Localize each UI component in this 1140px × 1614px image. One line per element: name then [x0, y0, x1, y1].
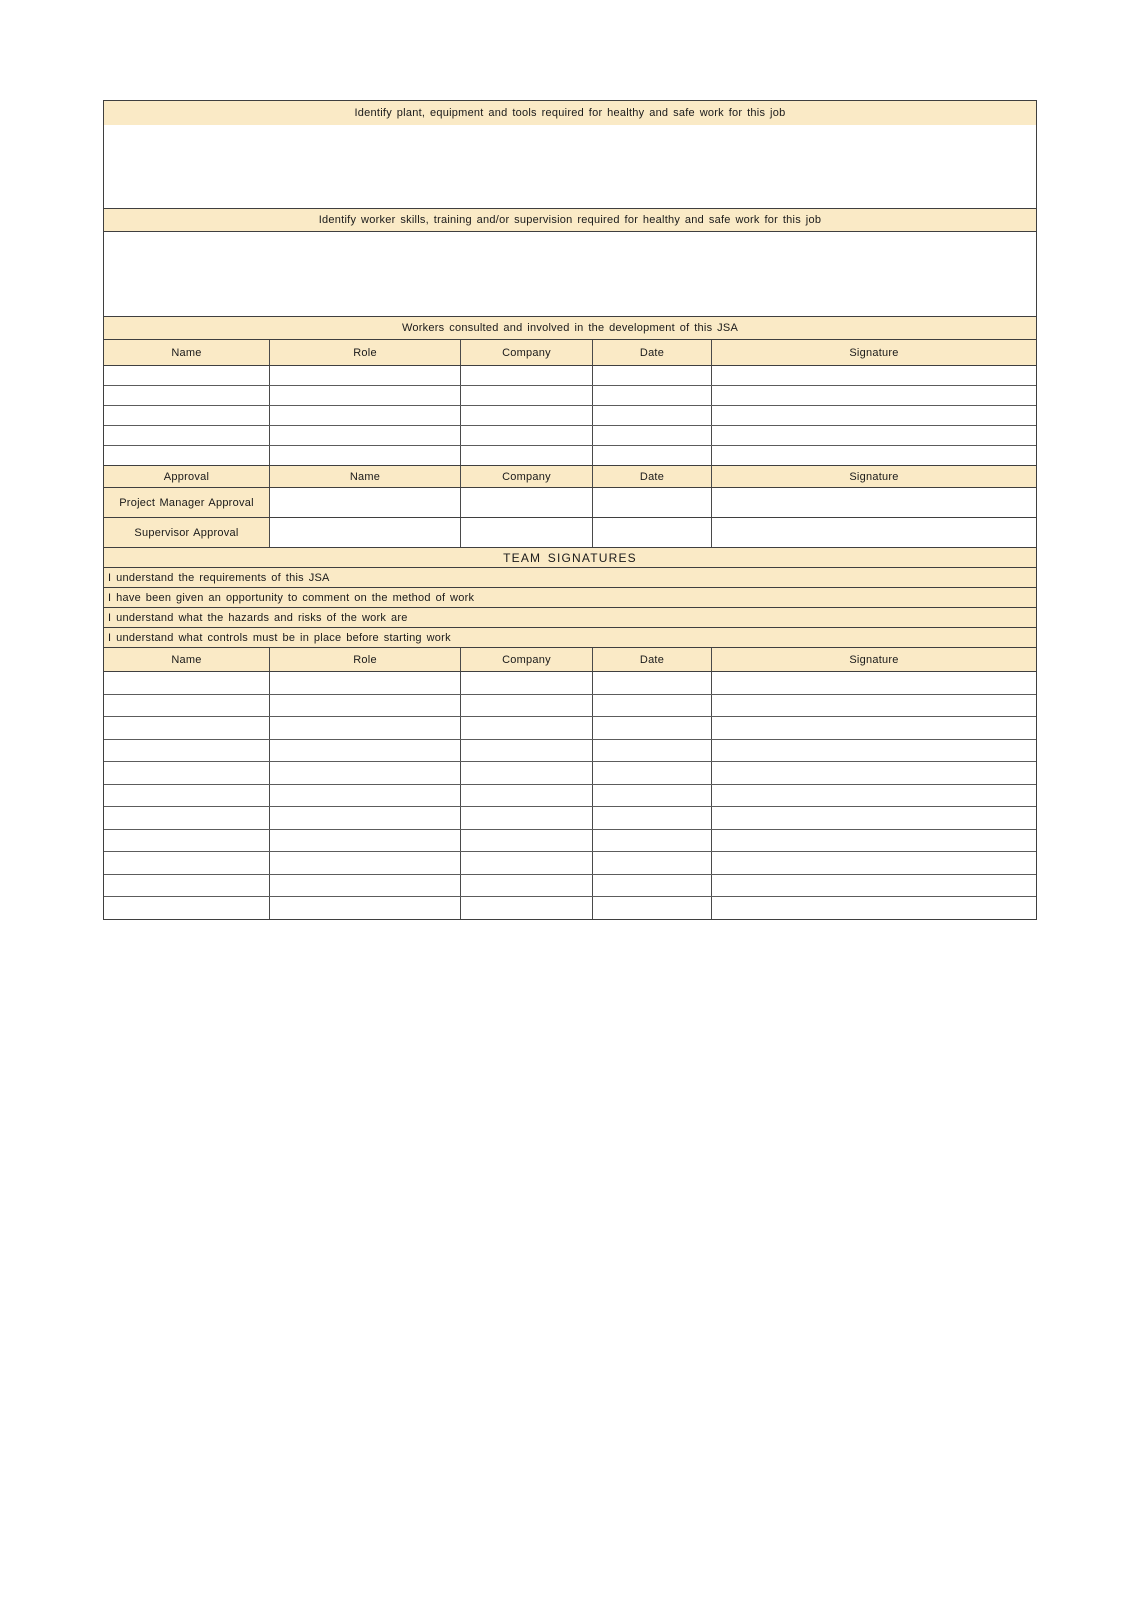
- empty-cell: [269, 785, 460, 807]
- empty-cell: [592, 785, 711, 807]
- empty-cell: [460, 672, 592, 694]
- table-row: [104, 784, 1036, 807]
- empty-cell: [711, 717, 1036, 739]
- supervisor-signature-cell: [711, 518, 1036, 547]
- table-row: [104, 851, 1036, 874]
- table-row: [104, 425, 1036, 445]
- empty-cell: [104, 785, 269, 807]
- empty-cell: [592, 897, 711, 919]
- table-row: [104, 739, 1036, 762]
- empty-cell: [269, 695, 460, 717]
- approval-col-date: Date: [592, 466, 711, 487]
- project-manager-company-cell: [460, 488, 592, 517]
- approval-table-header-row: [104, 465, 1036, 487]
- empty-cell: [104, 695, 269, 717]
- team-col-date: Date: [592, 648, 711, 671]
- empty-cell: [269, 386, 460, 405]
- empty-cell: [269, 897, 460, 919]
- empty-cell: [460, 740, 592, 762]
- empty-cell: [592, 875, 711, 897]
- project-manager-approval-label: Project Manager Approval: [104, 488, 269, 517]
- team-table-header-row: [104, 647, 1036, 671]
- empty-cell: [460, 386, 592, 405]
- empty-cell: [592, 446, 711, 465]
- empty-cell: [592, 406, 711, 425]
- empty-cell: [104, 740, 269, 762]
- table-row: [104, 806, 1036, 829]
- team-statement-opportunity: I have been given an opportunity to comment on the method of work: [104, 587, 1036, 607]
- empty-cell: [269, 406, 460, 425]
- table-row: [104, 896, 1036, 919]
- approval-row-project-manager: [104, 487, 1036, 517]
- team-col-signature: Signature: [711, 648, 1036, 671]
- empty-cell: [460, 875, 592, 897]
- approval-col-signature: Signature: [711, 466, 1036, 487]
- empty-cell: [711, 426, 1036, 445]
- empty-cell: [104, 717, 269, 739]
- empty-cell: [592, 762, 711, 784]
- table-row: [104, 385, 1036, 405]
- table-row: [104, 716, 1036, 739]
- approval-col-company: Company: [460, 466, 592, 487]
- team-col-name: Name: [104, 648, 269, 671]
- team-statement-controls: I understand what controls must be in place before starting work: [104, 627, 1036, 647]
- table-row: [104, 761, 1036, 784]
- empty-cell: [104, 406, 269, 425]
- empty-cell: [711, 807, 1036, 829]
- empty-cell: [592, 695, 711, 717]
- workers-col-signature: Signature: [711, 340, 1036, 365]
- empty-cell: [269, 852, 460, 874]
- empty-cell: [592, 852, 711, 874]
- empty-cell: [104, 426, 269, 445]
- supervisor-name-cell: [269, 518, 460, 547]
- empty-cell: [460, 695, 592, 717]
- empty-cell: [711, 830, 1036, 852]
- empty-cell: [269, 807, 460, 829]
- table-row: [104, 671, 1036, 694]
- empty-cell: [460, 897, 592, 919]
- project-manager-date-cell: [592, 488, 711, 517]
- empty-cell: [460, 852, 592, 874]
- empty-cell: [104, 672, 269, 694]
- empty-cell: [460, 717, 592, 739]
- empty-cell: [104, 807, 269, 829]
- supervisor-date-cell: [592, 518, 711, 547]
- empty-cell: [269, 446, 460, 465]
- empty-cell: [460, 366, 592, 385]
- empty-cell: [269, 830, 460, 852]
- approval-col-name: Name: [269, 466, 460, 487]
- empty-cell: [592, 366, 711, 385]
- approval-row-supervisor: [104, 517, 1036, 547]
- empty-cell: [269, 426, 460, 445]
- empty-cell: [269, 762, 460, 784]
- empty-cell: [104, 386, 269, 405]
- empty-cell: [269, 875, 460, 897]
- empty-cell: [460, 785, 592, 807]
- empty-cell: [711, 785, 1036, 807]
- table-row: [104, 874, 1036, 897]
- team-signatures-header: TEAM SIGNATURES: [104, 547, 1036, 567]
- plant-equipment-blank-area: [104, 125, 1036, 208]
- empty-cell: [269, 366, 460, 385]
- empty-cell: [711, 740, 1036, 762]
- table-row: [104, 829, 1036, 852]
- empty-cell: [592, 672, 711, 694]
- empty-cell: [104, 762, 269, 784]
- jsa-form: [103, 100, 1037, 920]
- worker-skills-blank-area: [104, 231, 1036, 316]
- empty-cell: [460, 446, 592, 465]
- empty-cell: [269, 717, 460, 739]
- empty-cell: [711, 897, 1036, 919]
- team-table-body: [104, 671, 1036, 919]
- empty-cell: [104, 446, 269, 465]
- empty-cell: [460, 807, 592, 829]
- empty-cell: [592, 807, 711, 829]
- empty-cell: [104, 875, 269, 897]
- empty-cell: [592, 740, 711, 762]
- empty-cell: [711, 366, 1036, 385]
- project-manager-name-cell: [269, 488, 460, 517]
- empty-cell: [104, 897, 269, 919]
- empty-cell: [460, 830, 592, 852]
- empty-cell: [711, 695, 1036, 717]
- table-row: [104, 445, 1036, 465]
- team-col-company: Company: [460, 648, 592, 671]
- empty-cell: [592, 717, 711, 739]
- workers-col-date: Date: [592, 340, 711, 365]
- empty-cell: [269, 740, 460, 762]
- empty-cell: [711, 672, 1036, 694]
- empty-cell: [711, 386, 1036, 405]
- empty-cell: [592, 830, 711, 852]
- workers-col-company: Company: [460, 340, 592, 365]
- empty-cell: [104, 830, 269, 852]
- empty-cell: [711, 762, 1036, 784]
- table-row: [104, 694, 1036, 717]
- table-row: [104, 365, 1036, 385]
- empty-cell: [711, 875, 1036, 897]
- workers-table-body: [104, 365, 1036, 465]
- empty-cell: [592, 426, 711, 445]
- workers-col-role: Role: [269, 340, 460, 365]
- empty-cell: [592, 386, 711, 405]
- section-header-workers-consulted: Workers consulted and involved in the development of this JSA: [104, 316, 1036, 339]
- table-row: [104, 405, 1036, 425]
- supervisor-approval-label: Supervisor Approval: [104, 518, 269, 547]
- empty-cell: [460, 762, 592, 784]
- empty-cell: [104, 852, 269, 874]
- empty-cell: [104, 366, 269, 385]
- workers-col-name: Name: [104, 340, 269, 365]
- empty-cell: [460, 406, 592, 425]
- empty-cell: [711, 852, 1036, 874]
- workers-table-header-row: [104, 339, 1036, 365]
- empty-cell: [711, 446, 1036, 465]
- project-manager-signature-cell: [711, 488, 1036, 517]
- empty-cell: [711, 406, 1036, 425]
- supervisor-company-cell: [460, 518, 592, 547]
- empty-cell: [269, 672, 460, 694]
- section-header-plant-equipment: Identify plant, equipment and tools required for healthy and safe work for this job: [104, 101, 1036, 125]
- approval-col-approval: Approval: [104, 466, 269, 487]
- team-statement-hazards: I understand what the hazards and risks of the work are: [104, 607, 1036, 627]
- team-col-role: Role: [269, 648, 460, 671]
- empty-cell: [460, 426, 592, 445]
- section-header-worker-skills: Identify worker skills, training and/or supervision required for healthy and safe work for this job: [104, 208, 1036, 231]
- team-statement-requirements: I understand the requirements of this JSA: [104, 567, 1036, 587]
